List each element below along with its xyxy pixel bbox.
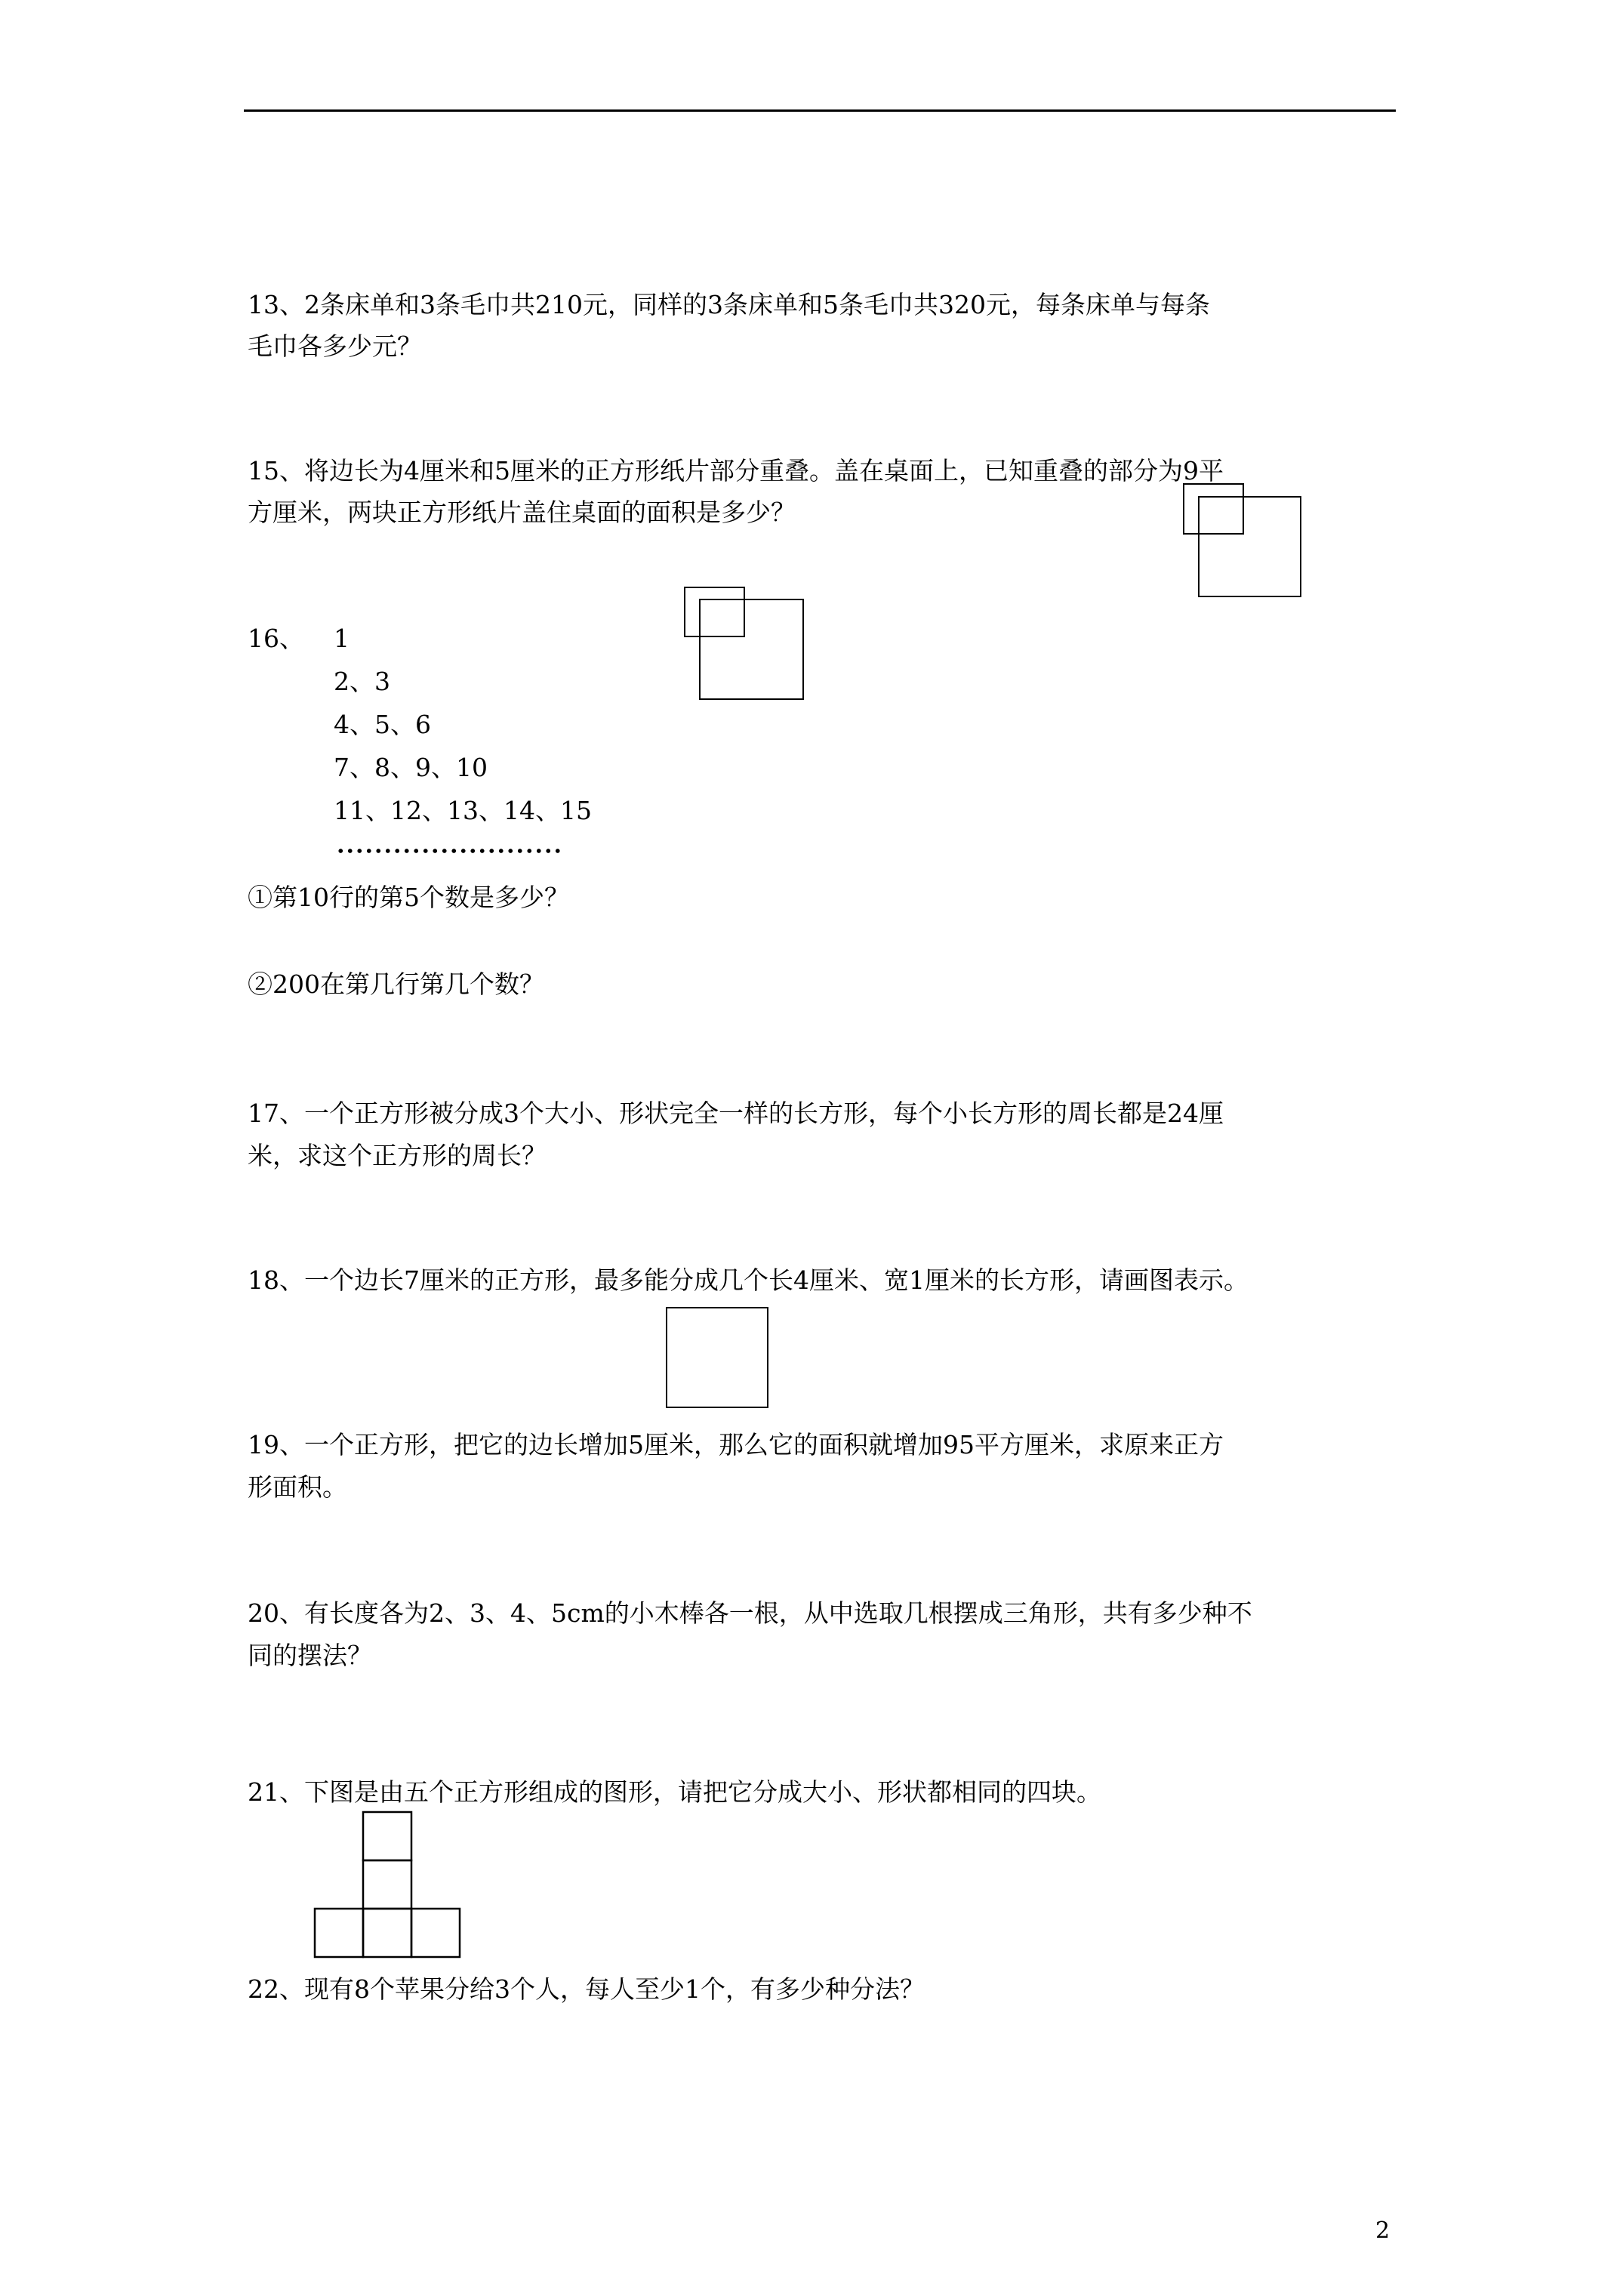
question-18-line-1: 18、一个边长7厘米的正方形，最多能分成几个长4厘米、宽1厘米的长方形，请画图表示。 xyxy=(248,1265,1249,1295)
number-triangle-row-1: 1 xyxy=(334,624,350,653)
question-17-line-2: 米，求这个正方形的周长？ xyxy=(248,1141,547,1170)
middle-square xyxy=(363,1860,411,1909)
question-20-line-1: 20、有长度各为2、3、4、5cm的小木棒各一根，从中选取几根摆成三角形，共有多少种不 xyxy=(248,1598,1252,1628)
page-number: 2 xyxy=(1375,2217,1390,2244)
number-triangle-row-2: 2、3 xyxy=(334,667,390,696)
large-square-figure xyxy=(1198,496,1301,597)
question-13-line-2: 毛巾各多少元？ xyxy=(248,331,422,361)
continuation-dots xyxy=(336,848,562,854)
question-17-line-1: 17、一个正方形被分成3个大小、形状完全一样的长方形，每个小长方形的周长都是24厘 xyxy=(248,1099,1224,1128)
question-20-line-2: 同的摆法？ xyxy=(248,1641,372,1670)
question-19-line-2: 形面积。 xyxy=(248,1472,347,1502)
question-21-line-1: 21、下图是由五个正方形组成的图形，请把它分成大小、形状都相同的四块。 xyxy=(248,1777,1101,1807)
question-15-line-1: 15、将边长为4厘米和5厘米的正方形纸片部分重叠。盖在桌面上，已知重叠的部分为9平 xyxy=(248,456,1224,485)
header-rule xyxy=(244,109,1396,112)
question-22-line-1: 22、现有8个苹果分给3个人，每人至少1个，有多少种分法？ xyxy=(248,1974,925,2004)
number-triangle-row-5: 11、12、13、14、15 xyxy=(334,796,592,825)
large-square-figure xyxy=(699,599,804,700)
five-square-figure xyxy=(313,1811,464,1959)
bottom-right-square xyxy=(411,1909,460,1957)
question-19-line-1: 19、一个正方形，把它的边长增加5厘米，那么它的面积就增加95平方厘米，求原来正方 xyxy=(248,1430,1224,1459)
top-square xyxy=(363,1812,411,1860)
question-16-part-2: ②200在第几行第几个数？ xyxy=(248,969,544,999)
bottom-center-square xyxy=(363,1909,411,1957)
bottom-left-square xyxy=(315,1909,363,1957)
number-triangle-row-3: 4、5、6 xyxy=(334,710,431,739)
question-15-line-2: 方厘米，两块正方形纸片盖住桌面的面积是多少？ xyxy=(248,498,796,527)
question-16-part-1: ①第10行的第5个数是多少？ xyxy=(248,883,569,912)
square-figure xyxy=(666,1307,768,1408)
number-triangle-row-4: 7、8、9、10 xyxy=(334,753,488,782)
question-13-line-1: 13、2条床单和3条毛巾共210元，同样的3条床单和5条毛巾共320元，每条床单与每条 xyxy=(248,290,1210,319)
question-16-label: 16、 xyxy=(248,624,304,653)
